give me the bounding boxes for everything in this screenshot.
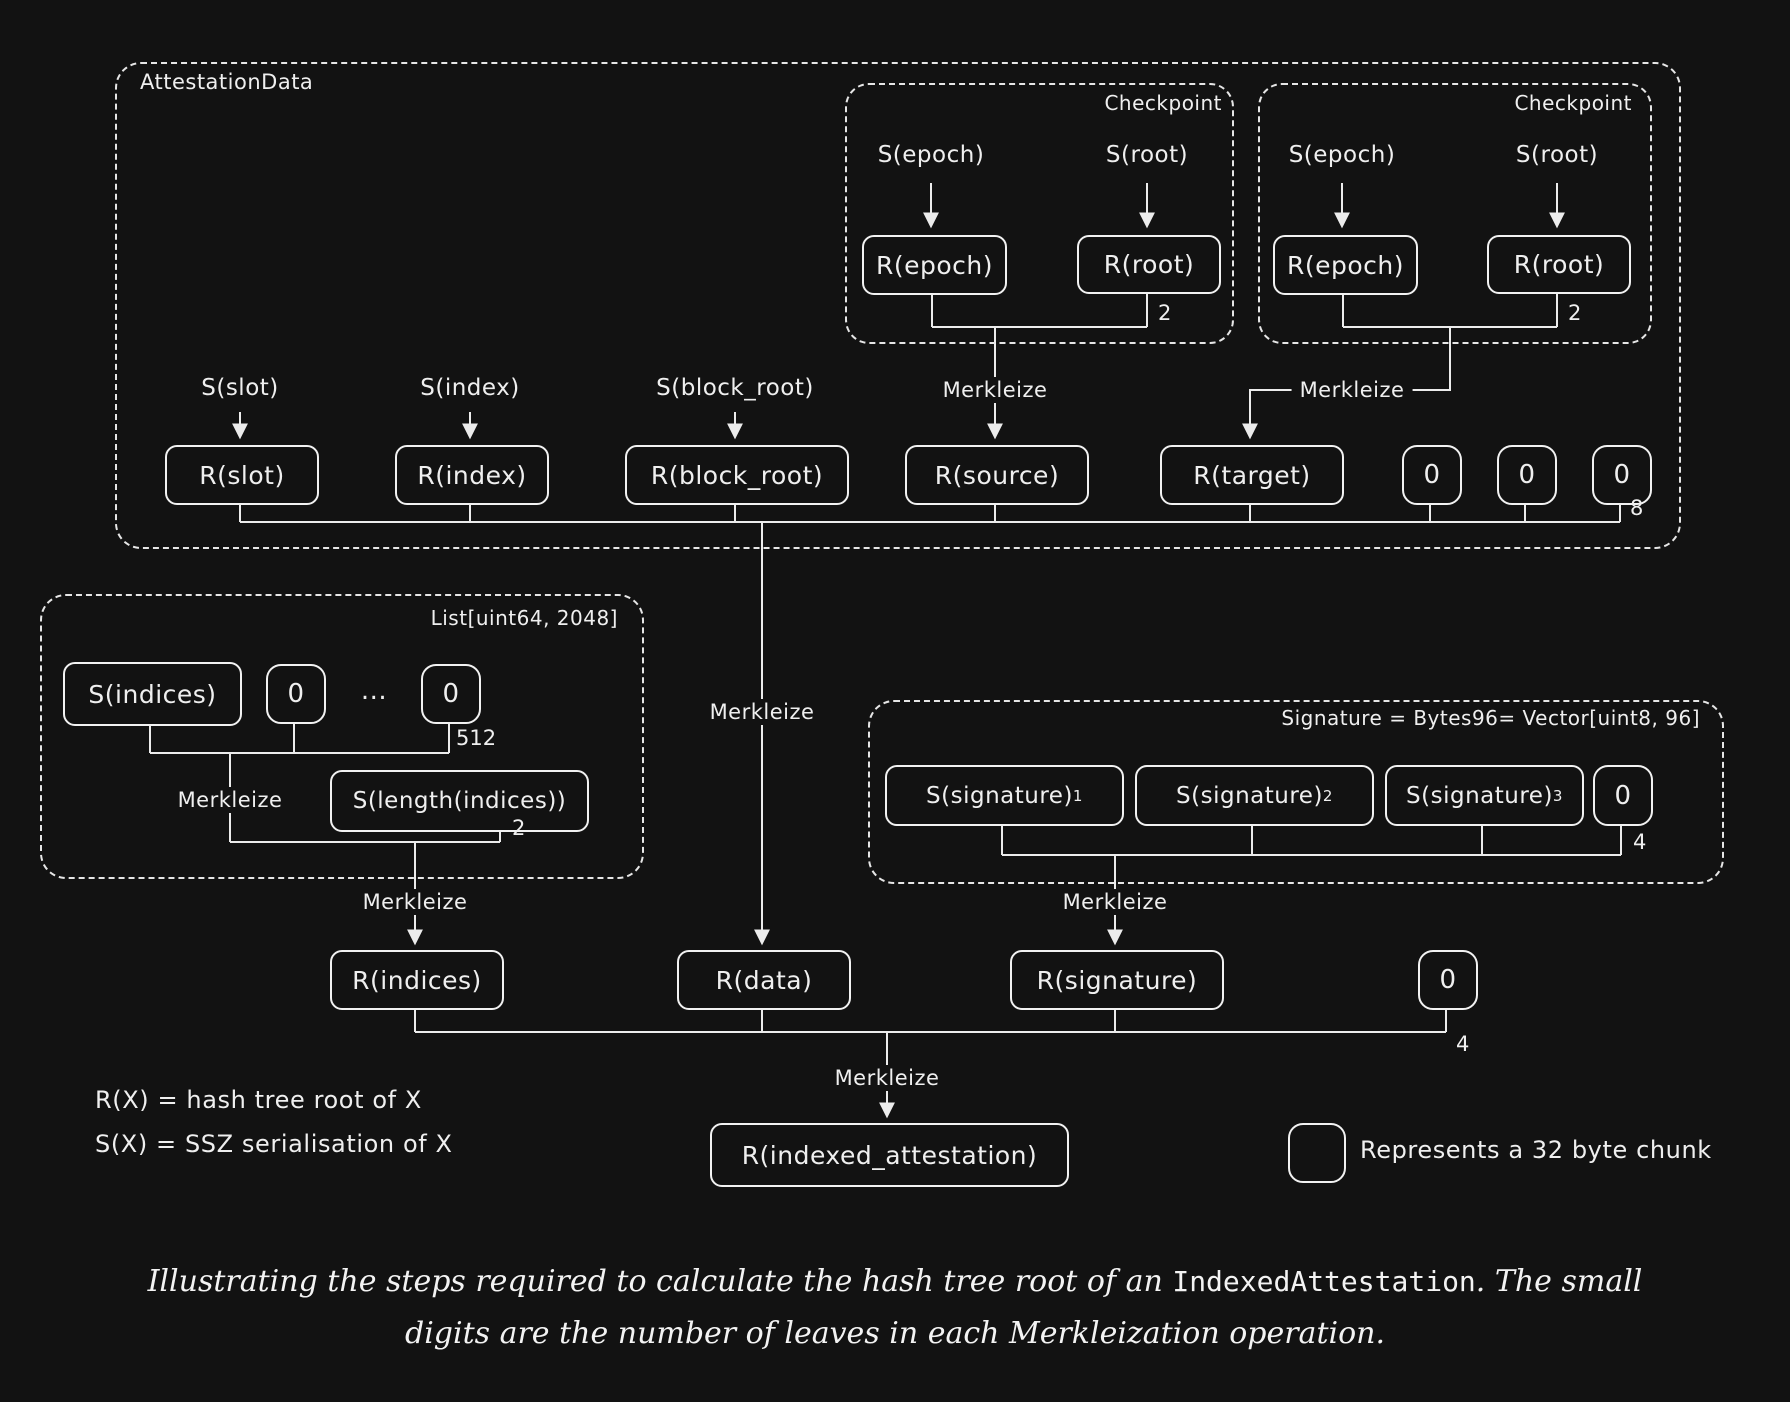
- s-signature-subscript: 2: [1322, 786, 1333, 805]
- s-signature-label: S(signature): [926, 782, 1073, 809]
- legend-s-definition: S(X) = SSZ serialisation of X: [95, 1130, 453, 1158]
- checkpoint2-title: Checkpoint: [1514, 91, 1632, 115]
- signature-title: Signature = Bytes96= Vector[uint8, 96]: [1281, 706, 1700, 730]
- r-slot-node: R(slot): [165, 445, 319, 505]
- merkleize-label-source: Merkleize: [935, 377, 1056, 403]
- r-index-node: R(index): [395, 445, 549, 505]
- merkleize-label-root: Merkleize: [827, 1065, 948, 1091]
- s-length-indices-node: S(length(indices)): [330, 770, 589, 832]
- r-signature-node: R(signature): [1010, 950, 1224, 1010]
- caption-code: IndexedAttestation: [1172, 1265, 1476, 1298]
- checkpoint1-leaf-count: 2: [1158, 301, 1172, 325]
- checkpoint1-container: [845, 83, 1234, 344]
- s-slot-label: S(slot): [201, 375, 279, 401]
- s-signature-node-1: [885, 765, 1124, 826]
- s-epoch-label-2: S(epoch): [1288, 142, 1396, 168]
- s-root-label-1: S(root): [1105, 142, 1189, 168]
- s-signature-node-3: [1385, 765, 1584, 826]
- indices-list-title: List[uint64, 2048]: [430, 606, 618, 630]
- s-epoch-label-1: S(epoch): [877, 142, 985, 168]
- s-index-label: S(index): [420, 375, 520, 401]
- s-indices-node: S(indices): [63, 662, 242, 726]
- legend-chunk-label: Represents a 32 byte chunk: [1360, 1136, 1712, 1164]
- r-root-node-1: R(root): [1077, 235, 1221, 294]
- checkpoint2-container: [1258, 83, 1652, 344]
- s-signature-label: S(signature): [1406, 782, 1553, 809]
- figure-caption: [0, 1256, 1790, 1360]
- caption-line-1: [0, 1256, 1790, 1308]
- signature-leaf-count: 4: [1633, 830, 1647, 854]
- s-root-label-2: S(root): [1515, 142, 1599, 168]
- caption-text: . The small: [1475, 1264, 1643, 1299]
- ellipsis-label: ...: [360, 676, 388, 706]
- r-target-node: R(target): [1160, 445, 1344, 505]
- zero-chunk-node: 0: [1418, 950, 1478, 1010]
- merkleize-label-signature: Merkleize: [1055, 889, 1176, 915]
- zero-chunk-node: 0: [266, 664, 326, 724]
- zero-chunk-node: 0: [1497, 445, 1557, 505]
- merkleize-label-indices-inner: Merkleize: [170, 787, 291, 813]
- merkleize-label-indices: Merkleize: [355, 889, 476, 915]
- attestation-data-title: AttestationData: [140, 70, 314, 94]
- r-epoch-node-1: R(epoch): [862, 235, 1007, 295]
- s-signature-label: S(signature): [1176, 782, 1323, 809]
- s-block-root-label: S(block_root): [656, 375, 814, 401]
- r-source-node: R(source): [905, 445, 1089, 505]
- r-epoch-node-2: R(epoch): [1273, 235, 1418, 295]
- indices-chunk-count: 512: [456, 726, 497, 750]
- r-indices-node: R(indices): [330, 950, 504, 1010]
- caption-line-2: digits are the number of leaves in each Merkleization operation.: [404, 1316, 1386, 1351]
- attestation-leaf-count: 8: [1630, 496, 1644, 520]
- caption-text: Illustrating the steps required to calculate the hash tree root of an: [147, 1264, 1173, 1299]
- zero-chunk-node: 0: [421, 664, 481, 724]
- zero-chunk-node: 0: [1592, 445, 1652, 505]
- r-block-root-node: R(block_root): [625, 445, 849, 505]
- zero-chunk-node: 0: [1593, 765, 1653, 826]
- s-signature-node-2: [1135, 765, 1374, 826]
- r-data-node: R(data): [677, 950, 851, 1010]
- indices-pair-count: 2: [512, 816, 526, 840]
- r-root-node-2: R(root): [1487, 235, 1631, 294]
- indices-list-container: [40, 594, 644, 879]
- s-signature-subscript: 1: [1072, 786, 1083, 805]
- merkleize-label-target: Merkleize: [1292, 377, 1413, 403]
- r-indexed-attestation-node: R(indexed_attestation): [710, 1123, 1069, 1187]
- legend-chunk-box: [1288, 1123, 1346, 1183]
- root-leaf-count: 4: [1456, 1032, 1470, 1056]
- merkleize-label-data: Merkleize: [702, 699, 823, 725]
- s-signature-subscript: 3: [1552, 786, 1563, 805]
- zero-chunk-node: 0: [1402, 445, 1462, 505]
- legend-r-definition: R(X) = hash tree root of X: [95, 1086, 422, 1114]
- checkpoint1-title: Checkpoint: [1104, 91, 1222, 115]
- checkpoint2-leaf-count: 2: [1568, 301, 1582, 325]
